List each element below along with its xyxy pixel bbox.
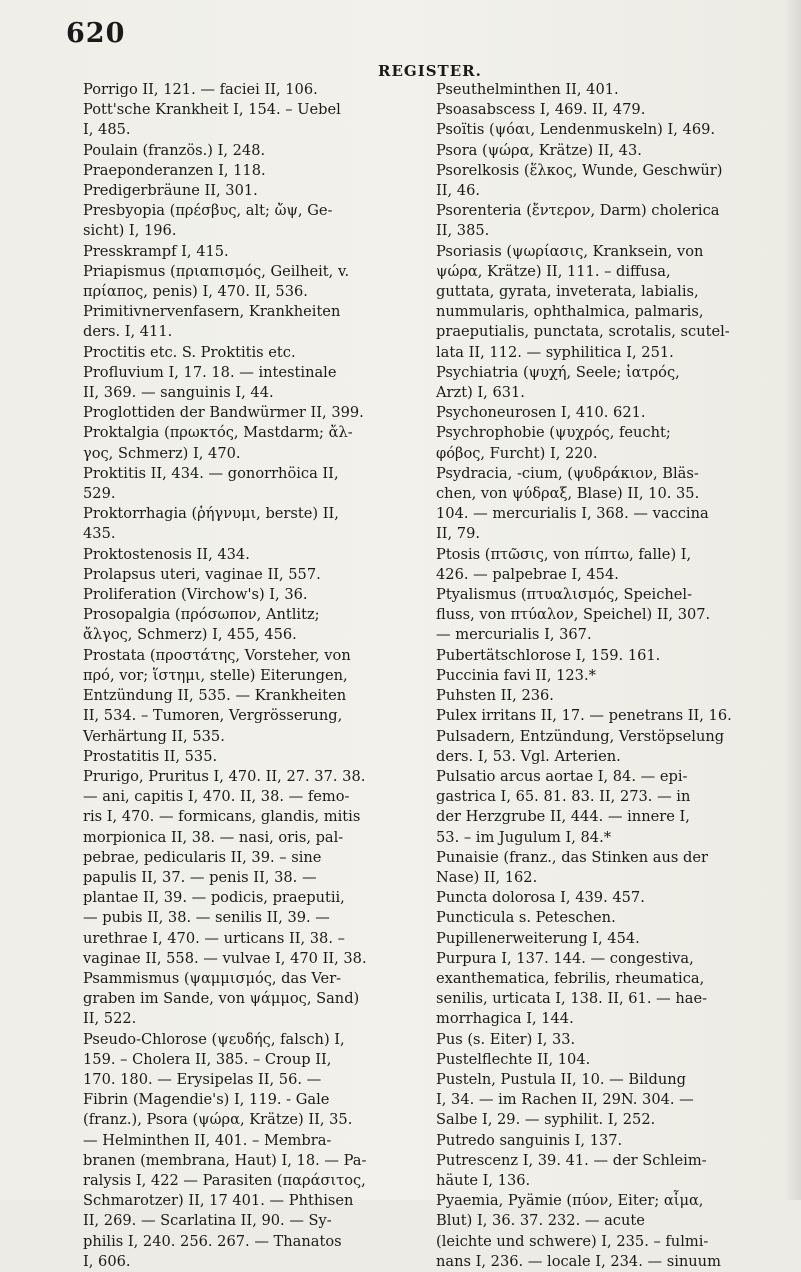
index-line: II, 369. — sanguinis I, 44. <box>83 384 274 402</box>
index-line: πρό, vor; ἵστημι, stelle) Eiterungen, <box>83 666 348 684</box>
index-line: Ptosis (πτῶσις, von πίπτω, falle) I, <box>436 545 692 563</box>
index-line: Proglottiden der Bandwürmer II, 399. <box>83 404 364 422</box>
index-line: Proktostenosis II, 434. <box>83 545 250 563</box>
index-line: Pubertätschlorose I, 159. 161. <box>436 646 661 664</box>
index-line: ders. I, 53. Vgl. Arterien. <box>436 747 621 765</box>
index-line: Pott'sche Krankheit I, 154. – Uebel <box>83 101 341 119</box>
index-line: Pulex irritans II, 17. — penetrans II, 16. <box>436 707 732 725</box>
index-line: Pupillenerweiterung I, 454. <box>436 929 640 947</box>
index-line: I, 34. — im Rachen II, 29N. 304. — <box>436 1091 694 1109</box>
index-line: Proktalgia (πρωκτός, Mastdarm; ἄλ- <box>83 424 353 442</box>
right-column <box>436 80 764 1272</box>
index-line: Ptyalismus (πτυαλισμός, Speichel- <box>436 586 693 604</box>
index-line: Psorenteria (ἔντερον, Darm) cholerica <box>436 202 720 220</box>
index-line: Proctitis etc. S. Proktitis etc. <box>83 343 296 361</box>
index-line: senilis, urticata I, 138. II, 61. — hae- <box>436 990 708 1008</box>
index-line: φόβος, Furcht) I, 220. <box>436 444 598 462</box>
index-line: 170. 180. — Erysipelas II, 56. — <box>83 1070 322 1088</box>
index-line: nans I, 236. — locale I, 234. — sinuum <box>436 1252 721 1270</box>
index-line: Poulain (französ.) I, 248. <box>83 141 266 159</box>
index-line: I, 485. <box>83 121 131 139</box>
index-line: II, 385. <box>436 222 490 240</box>
index-line: papulis II, 37. — penis II, 38. — <box>83 868 317 886</box>
page-number: 620 <box>66 18 126 49</box>
index-line: II, 534. – Tumoren, Vergrösserung, <box>83 707 343 725</box>
index-line: Putrescenz I, 39. 41. — der Schleim- <box>436 1151 707 1169</box>
index-line: vaginae II, 558. — vulvae I, 470 II, 38. <box>83 949 367 967</box>
index-line: Puhsten II, 236. <box>436 687 554 705</box>
index-line: Pseuthelminthen II, 401. <box>436 81 619 98</box>
index-line: Prostata (προστάτης, Vorsteher, von <box>83 646 351 664</box>
index-line: Predigerbräune II, 301. <box>83 182 258 200</box>
index-line: Puncticula s. Peteschen. <box>436 909 616 927</box>
index-line: morrhagica I, 144. <box>436 1010 574 1028</box>
index-line: branen (membrana, Haut) I, 18. — Pa- <box>83 1151 367 1169</box>
index-line: Putredo sanguinis I, 137. <box>436 1131 623 1149</box>
index-line: Praeponderanzen I, 118. <box>83 161 266 179</box>
index-line: Pyaemia, Pyämie (πύον, Eiter; αἷμα, <box>436 1192 704 1210</box>
index-line: Psoriasis (ψωρίασις, Kranksein, von <box>436 242 704 260</box>
index-line: 426. — palpebrae I, 454. <box>436 565 619 583</box>
index-line: II, 79. <box>436 525 481 543</box>
index-line: Verhärtung II, 535. <box>83 727 225 745</box>
index-line: Psychoneurosen I, 410. 621. <box>436 404 646 422</box>
index-line: sicht) I, 196. <box>83 222 177 240</box>
index-line: (franz.), Psora (ψώρα, Krätze) II, 35. <box>83 1111 353 1129</box>
index-line: Arzt) I, 631. <box>436 384 525 402</box>
index-line: (leichte und schwere) I, 235. – fulmi- <box>436 1232 709 1250</box>
index-line: Pulsadern, Entzündung, Verstöpselung <box>436 727 725 745</box>
index-line: ders. I, 411. <box>83 323 173 341</box>
index-line: philis I, 240. 256. 267. — Thanatos <box>83 1232 342 1250</box>
index-line: häute I, 136. <box>436 1171 531 1189</box>
index-line: ris I, 470. — formicans, glandis, mitis <box>83 808 361 826</box>
index-line: Puncta dolorosa I, 439. 457. <box>436 889 645 907</box>
index-line: Proktitis II, 434. — gonorrhöica II, <box>83 464 339 482</box>
index-line: Psorelkosis (ἕλκος, Wunde, Geschwür) <box>436 161 723 179</box>
index-line: nummularis, ophthalmica, palmaris, <box>436 303 704 321</box>
index-line: praeputialis, punctata, scrotalis, scutel- <box>436 323 730 341</box>
index-line: Pseudo-Chlorose (ψευδής, falsch) I, <box>83 1030 345 1048</box>
index-line: Nase) II, 162. <box>436 868 538 886</box>
index-line: chen, von ψύδραξ, Blase) II, 10. 35. <box>436 485 700 503</box>
index-line: — ani, capitis I, 470. II, 38. — femo- <box>83 788 350 806</box>
index-line: pebrae, pedicularis II, 39. – sine <box>83 848 322 866</box>
index-line: II, 269. — Scarlatina II, 90. — Sy- <box>83 1212 332 1230</box>
index-line: 53. – im Jugulum I, 84.* <box>436 828 612 846</box>
index-line: Purpura I, 137. 144. — congestiva, <box>436 949 694 967</box>
running-header: REGISTER. <box>378 62 482 80</box>
index-line: plantae II, 39. — podicis, praeputii, <box>83 889 345 907</box>
index-line: Pus (s. Eiter) I, 33. <box>436 1030 576 1048</box>
index-line: Proktorrhagia (ῥήγνυμι, berste) II, <box>83 505 339 523</box>
index-line: graben im Sande, von ψάμμος, Sand) <box>83 990 360 1008</box>
index-line: Psoasabscess I, 469. II, 479. <box>436 101 646 119</box>
index-line: 435. <box>83 525 116 543</box>
index-line: — Helminthen II, 401. – Membra- <box>83 1131 332 1149</box>
index-line: Presskrampf I, 415. <box>83 242 229 260</box>
index-line: Pusteln, Pustula II, 10. — Bildung <box>436 1070 686 1088</box>
index-line: 104. — mercurialis I, 368. — vaccina <box>436 505 709 523</box>
index-line: I, 606. <box>83 1252 131 1270</box>
index-line: Primitivnervenfasern, Krankheiten <box>83 303 341 321</box>
index-line: — mercurialis I, 367. <box>436 626 592 644</box>
index-line: Psoïtis (ψόαι, Lendenmuskeln) I, 469. <box>436 121 716 139</box>
index-line: ψώρα, Krätze) II, 111. – diffusa, <box>436 262 671 280</box>
index-line: Punaisie (franz., das Stinken aus der <box>436 848 708 866</box>
index-line: Psydracia, -cium, (ψυδράκιον, Bläs- <box>436 464 699 482</box>
index-line: 159. – Cholera II, 385. – Croup II, <box>83 1050 332 1068</box>
index-line: ἄλγος, Schmerz) I, 455, 456. <box>83 626 297 644</box>
index-line: guttata, gyrata, inveterata, labialis, <box>436 283 699 301</box>
index-line: πρίαπος, penis) I, 470. II, 536. <box>83 283 308 301</box>
index-line: fluss, von πτύαλον, Speichel) II, 307. <box>436 606 711 624</box>
index-line: ralysis I, 422 — Parasiten (παράσιτος, <box>83 1171 366 1189</box>
index-line: — pubis II, 38. — senilis II, 39. — <box>83 909 330 927</box>
index-line: Prosopalgia (πρόσωπον, Antlitz; <box>83 606 320 624</box>
index-line: Blut) I, 36. 37. 232. — acute <box>436 1212 645 1230</box>
index-line: Porrigo II, 121. — faciei II, 106. <box>83 81 318 98</box>
index-line: Prolapsus uteri, vaginae II, 557. <box>83 565 321 583</box>
index-line: γος, Schmerz) I, 470. <box>83 444 241 462</box>
index-line: II, 46. <box>436 182 481 200</box>
index-line: Profluvium I, 17. 18. — intestinale <box>83 363 337 381</box>
index-line: Psora (ψώρα, Krätze) II, 43. <box>436 141 642 159</box>
index-line: Entzündung II, 535. — Krankheiten <box>83 687 347 705</box>
left-column <box>83 80 408 1272</box>
index-line: Prurigo, Pruritus I, 470. II, 27. 37. 38. <box>83 767 366 785</box>
index-line: Proliferation (Virchow's) I, 36. <box>83 586 308 604</box>
index-line: morpionica II, 38. — nasi, oris, pal- <box>83 828 344 846</box>
index-line: der Herzgrube II, 444. — innere I, <box>436 808 690 826</box>
index-line: Schmarotzer) II, 17 401. — Phthisen <box>83 1192 354 1210</box>
index-line: Pulsatio arcus aortae I, 84. — epi- <box>436 767 688 785</box>
index-line: Psammismus (ψαμμισμός, das Ver- <box>83 969 342 987</box>
index-line: Salbe I, 29. — syphilit. I, 252. <box>436 1111 656 1129</box>
index-line: Puccinia favi II, 123.* <box>436 666 596 684</box>
index-line: gastrica I, 65. 81. 83. II, 273. — in <box>436 788 691 806</box>
index-line: Fibrin (Magendie's) I, 119. - Gale <box>83 1091 330 1109</box>
index-line: lata II, 112. — syphilitica I, 251. <box>436 343 674 361</box>
index-line: Prostatitis II, 535. <box>83 747 218 765</box>
index-line: urethrae I, 470. — urticans II, 38. – <box>83 929 345 947</box>
page-edge-shadow <box>783 0 801 1200</box>
index-line: Priapismus (πριαπισμός, Geilheit, v. <box>83 262 350 280</box>
index-line: Psychiatria (ψυχή, Seele; ἰατρός, <box>436 363 680 381</box>
index-line: Presbyopia (πρέσβυς, alt; ὤψ, Ge- <box>83 202 333 220</box>
index-line: 529. <box>83 485 116 503</box>
index-line: Pustelflechte II, 104. <box>436 1050 591 1068</box>
index-line: Psychrophobie (ψυχρός, feucht; <box>436 424 671 442</box>
index-line: II, 522. <box>83 1010 137 1028</box>
index-line: exanthematica, febrilis, rheumatica, <box>436 969 705 987</box>
